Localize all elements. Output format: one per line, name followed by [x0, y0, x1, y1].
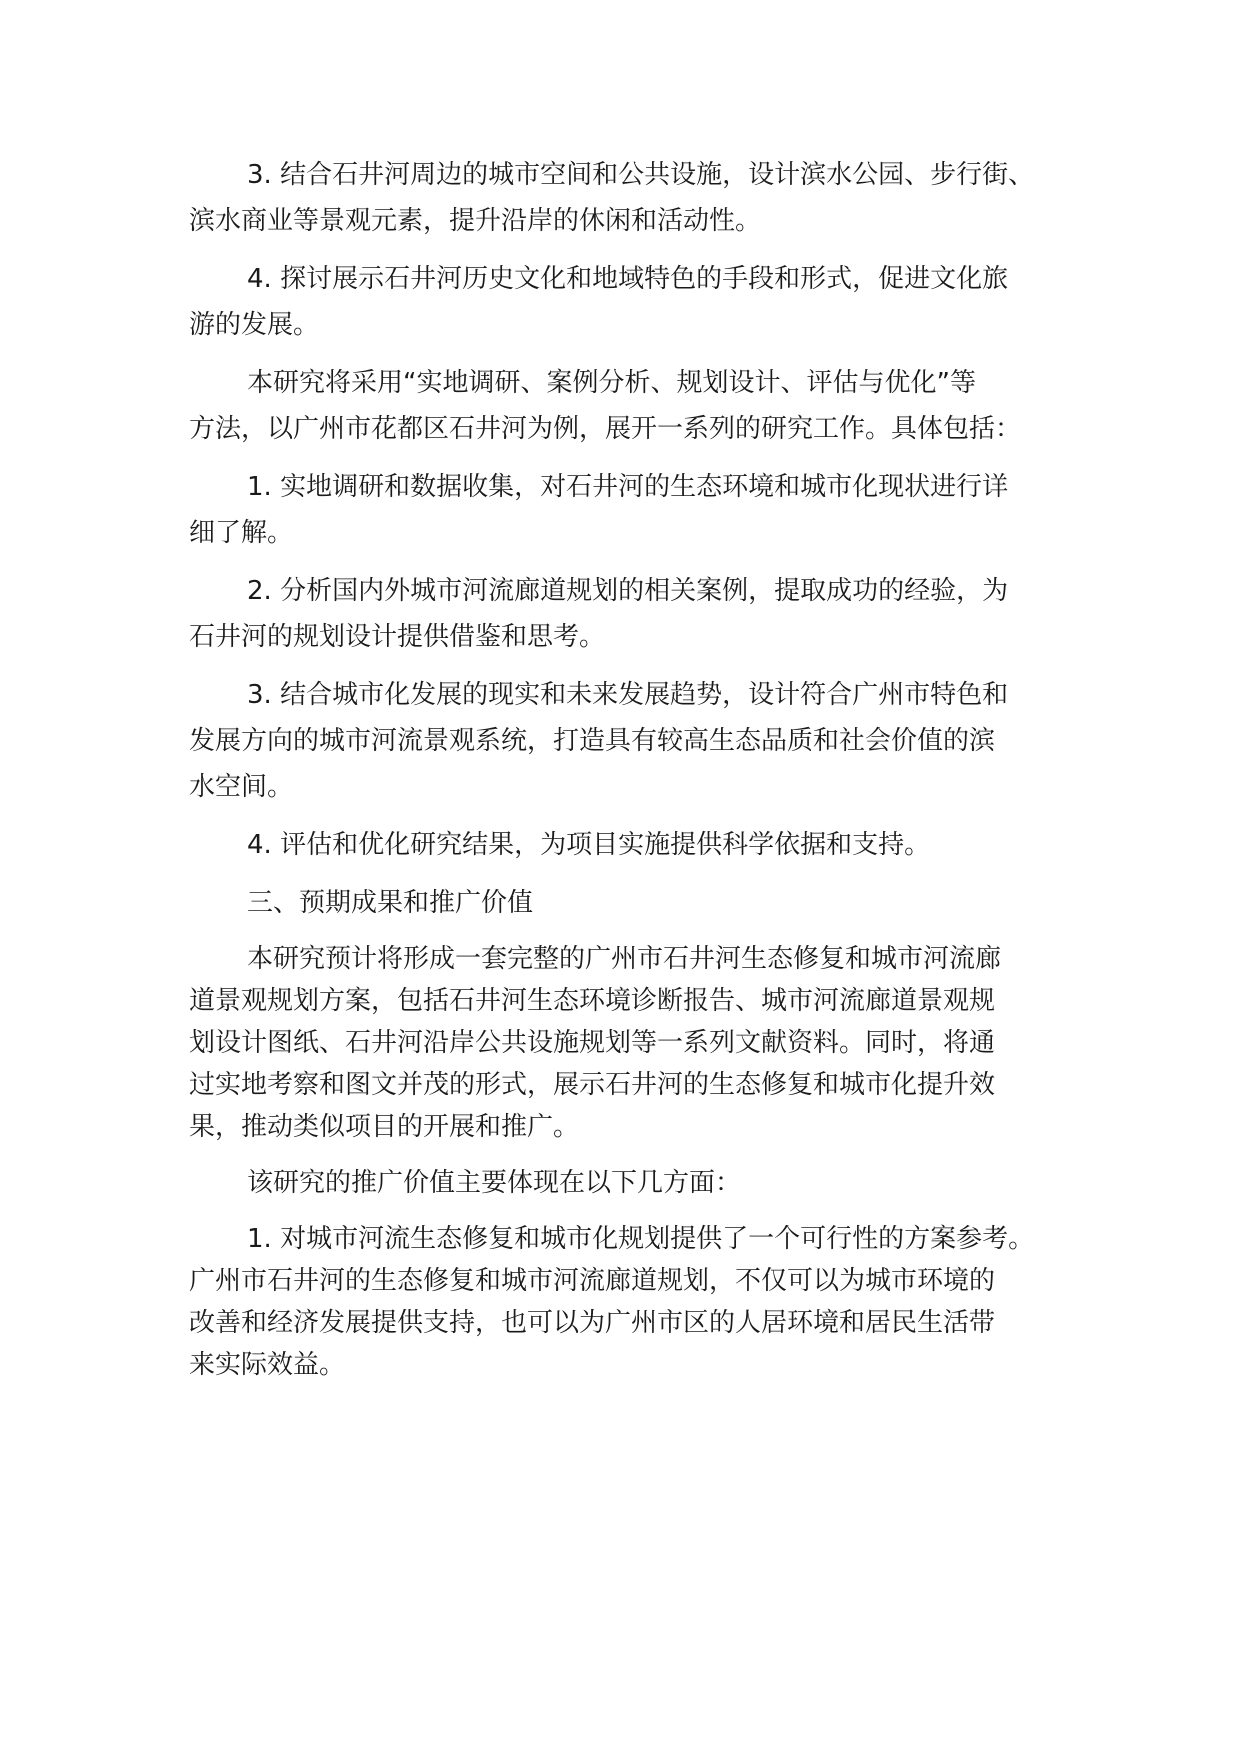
- paragraph-promotion-intro: [189, 1160, 1089, 1206]
- paragraph-line: 过实地考察和图文并茂的形式，展示石井河的生态修复和城市化提升效: [189, 1070, 996, 1100]
- paragraph-line: 游的发展。: [189, 310, 320, 340]
- document-body: [189, 152, 1089, 1386]
- paragraph-line: 本研究预计将形成一套完整的广州市石井河生态修复和城市河流廊: [247, 944, 1002, 974]
- paragraph-line: 发展方向的城市河流景观系统，打造具有较高生态品质和社会价值的滨: [189, 726, 996, 756]
- paragraph-line: 来实际效益。: [189, 1350, 346, 1380]
- paragraph-line: 4. 评估和优化研究结果，为项目实施提供科学依据和支持。: [247, 830, 931, 860]
- section-heading-text: 三、预期成果和推广价值: [247, 888, 534, 918]
- paragraph-expected-outcome: [189, 938, 1089, 1148]
- paragraph-line: 石井河的规划设计提供借鉴和思考。: [189, 622, 606, 652]
- paragraph-case-analysis: [189, 568, 1089, 660]
- paragraph-line: 3. 结合城市化发展的现实和未来发展趋势，设计符合广州市特色和: [247, 680, 1009, 710]
- paragraph-line: 4. 探讨展示石井河历史文化和地域特色的手段和形式，促进文化旅: [247, 264, 1009, 294]
- paragraph-line: 2. 分析国内外城市河流廊道规划的相关案例，提取成功的经验，为: [247, 576, 1009, 606]
- paragraph-promotion-value: [189, 1218, 1089, 1386]
- paragraph-line: 细了解。: [189, 518, 294, 548]
- paragraph-line: 本研究将采用“实地调研、案例分析、规划设计、评估与优化”等: [247, 368, 976, 398]
- paragraph-line: 水空间。: [189, 772, 294, 802]
- paragraph-line: 该研究的推广价值主要体现在以下几方面：: [247, 1168, 742, 1198]
- paragraph-landscape-elements: [189, 152, 1089, 244]
- paragraph-line: 划设计图纸、石井河沿岸公共设施规划等一系列文献资料。同时，将通: [189, 1028, 996, 1058]
- paragraph-landscape-system: [189, 672, 1089, 810]
- paragraph-line: 果，推动类似项目的开展和推广。: [189, 1112, 580, 1142]
- paragraph-line: 滨水商业等景观元素，提升沿岸的休闲和活动性。: [189, 206, 762, 236]
- paragraph-evaluation: [189, 822, 1089, 868]
- paragraph-field-research: [189, 464, 1089, 556]
- paragraph-line: 1. 对城市河流生态修复和城市化规划提供了一个可行性的方案参考。: [247, 1224, 1035, 1254]
- paragraph-line: 改善和经济发展提供支持，也可以为广州市区的人居环境和居民生活带: [189, 1308, 996, 1338]
- paragraph-culture-tourism: [189, 256, 1089, 348]
- paragraph-research-methods: [189, 360, 1089, 452]
- paragraph-line: 道景观规划方案，包括石井河生态环境诊断报告、城市河流廊道景观规: [189, 986, 996, 1016]
- paragraph-line: 广州市石井河的生态修复和城市河流廊道规划，不仅可以为城市环境的: [189, 1266, 996, 1296]
- paragraph-line: 1. 实地调研和数据收集，对石井河的生态环境和城市化现状进行详: [247, 472, 1009, 502]
- paragraph-line: 方法，以广州市花都区石井河为例，展开一系列的研究工作。具体包括：: [189, 414, 1022, 444]
- section-heading-expected-results: [189, 880, 1089, 926]
- paragraph-line: 3. 结合石井河周边的城市空间和公共设施，设计滨水公园、步行街、: [247, 160, 1035, 190]
